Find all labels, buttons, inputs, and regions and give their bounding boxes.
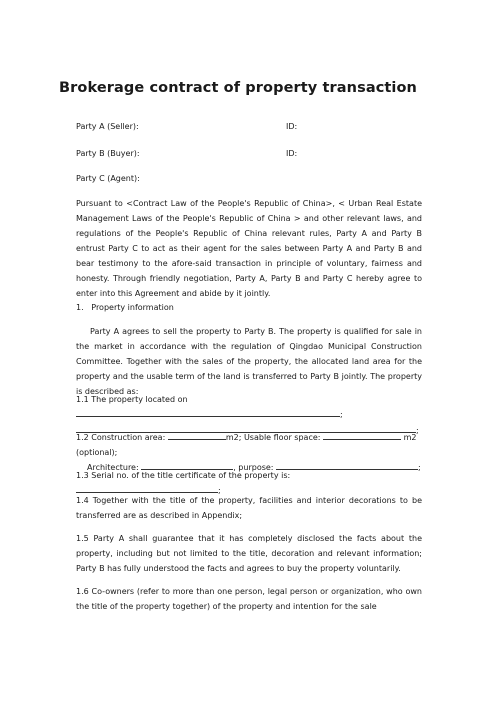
title-certificate-blank: [76, 483, 218, 493]
clause-1-4: 1.4 Together with the title of the property, facilities and interior decorations to be transferred are as described in Appendix;: [76, 496, 422, 520]
clause-1-5: 1.5 Party A shall guarantee that it has completely disclosed the facts about the property, including but not limited to the title, decoration and relevant information; Party B has fully understood the facts and agrees to buy the property voluntarily.: [76, 534, 422, 573]
party-a-id-label: ID:: [286, 122, 298, 131]
clause-1-2-terminator: ;: [418, 463, 421, 472]
clause-1-3-terminator: ;: [218, 486, 221, 495]
preamble-paragraph: Pursuant to <Contract Law of the People's Republic of China>, < Urban Real Estate Management Laws of the People's Republic of China > and other relevant laws, and regulations of the People's Republic of China relevant rules, Party A and Party B entrust Party C to act as their agent for the sales between Party A and Party B and bear testimony to the afore-said transaction in principle of voluntary, fairness and honesty. Through friendly negotiation, Party A, Party B and Party C hereby agree to enter into this Agreement and abide by it jointly.: [76, 199, 422, 298]
clause-1-1-terminator-2: ;: [416, 426, 419, 435]
section-1-intro-paragraph: Party A agrees to sell the property to Party B. The property is qualified for sale in the market in accordance with the regulation of Qingdao Municipal Construction Committee. Together with the sales of the property, the allocated land area for the property and the usable term of the land is transferred to Party B jointly. The property is described as:: [76, 327, 422, 396]
clause-1-1-label: 1.1 The property located on: [76, 395, 188, 404]
title-certificate-label: 1.3 Serial no. of the title certificate of the property is:: [76, 471, 291, 480]
document-title: Brokerage contract of property transaction: [59, 80, 417, 96]
construction-area-label: 1.2 Construction area:: [76, 433, 166, 442]
location-blank-line: [76, 407, 340, 417]
party-b-label: Party B (Buyer):: [76, 149, 140, 158]
party-a-label: Party A (Seller):: [76, 122, 139, 131]
usable-floor-space-blank: [323, 430, 401, 440]
section-1-heading: 1. Property information: [76, 303, 174, 312]
optional-note: m2 (optional);: [76, 433, 417, 457]
clause-1-6: 1.6 Co-owners (refer to more than one person, legal person or organization, who own the title of the property together) of the property and intention for the sale: [76, 587, 422, 611]
party-b-id-label: ID:: [286, 149, 298, 158]
construction-area-blank: [168, 430, 226, 440]
usable-floor-space-label: m2; Usable floor space:: [225, 433, 321, 442]
party-c-label: Party C (Agent):: [76, 174, 140, 183]
purpose-label: , purpose:: [233, 463, 274, 472]
architecture-label: Architecture:: [87, 463, 139, 472]
clause-1-1-terminator: ;: [340, 410, 343, 419]
